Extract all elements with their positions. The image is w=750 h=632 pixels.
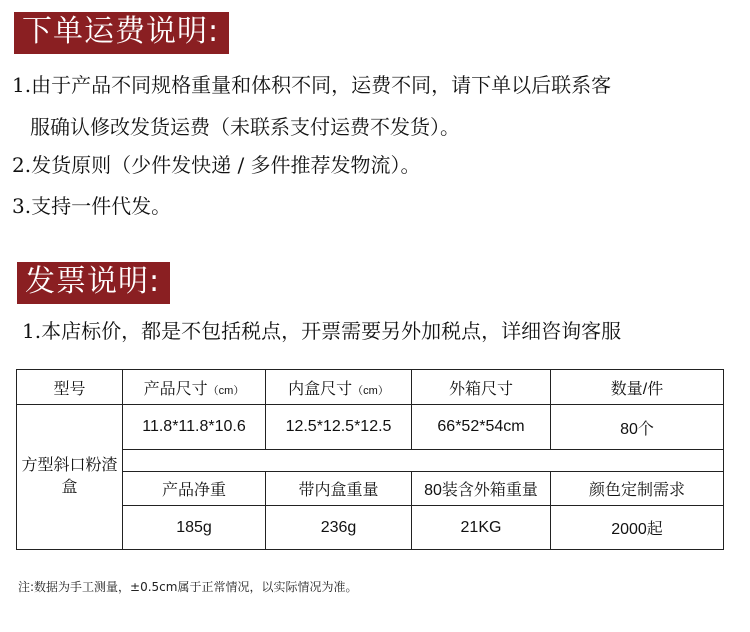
shipping-line-2: 服确认修改发货运费（未联系支付运费不发货）。 (30, 115, 460, 139)
spec-table (16, 369, 724, 550)
product-size-label: 产品尺寸 (143, 380, 208, 398)
inner-box-weight-value: 236g (266, 506, 412, 550)
product-size-header-cell (123, 370, 266, 405)
product-size-unit: （cm） (207, 384, 245, 397)
shipping-line-1: 1.由于产品不同规格重量和体积不同，运费不同，请下单以后联系客 (12, 73, 612, 97)
table-header-row-1 (17, 370, 724, 405)
inner-box-weight-header-cell: 带内盒重量 (266, 472, 412, 506)
table-header-row-2 (17, 472, 724, 506)
net-weight-value: 185g (123, 506, 266, 550)
outer-box-size-value: 66*52*54cm (412, 405, 551, 450)
outer-box-weight-value: 21KG (412, 506, 551, 550)
shipping-line-4: 3.支持一件代发。 (12, 194, 172, 218)
measurement-note: 注:数据为手工测量，±0.5cm属于正常情况，以实际情况为准。 (18, 580, 358, 594)
custom-color-header-cell: 颜色定制需求 (551, 472, 724, 506)
inner-box-size-value: 12.5*12.5*12.5 (266, 405, 412, 450)
model-header-cell: 型号 (17, 370, 123, 405)
inner-box-size-unit: （cm） (352, 384, 389, 397)
shipping-line-3: 2.发货原则（少件发快递 / 多件推荐发物流）。 (12, 153, 421, 177)
product-size-value: 11.8*11.8*10.6 (123, 405, 266, 450)
table-row-2 (17, 506, 724, 550)
spacer-cell (123, 450, 724, 472)
outer-box-weight-header-cell: 80装含外箱重量 (412, 472, 551, 506)
table-row-1 (17, 405, 724, 450)
quantity-header-cell: 数量/件 (551, 370, 724, 405)
inner-box-size-header-cell (266, 370, 412, 405)
model-name-cell: 方型斜口粉渣盒 (17, 405, 123, 550)
inner-box-size-label: 内盒尺寸 (288, 380, 353, 398)
quantity-value: 80个 (551, 405, 724, 450)
shipping-heading: 下单运费说明: (14, 12, 229, 54)
invoice-line-1: 1.本店标价，都是不包括税点，开票需要另外加税点，详细咨询客服 (22, 319, 622, 343)
net-weight-header-cell: 产品净重 (123, 472, 266, 506)
custom-color-value: 2000起 (551, 506, 724, 550)
outer-box-size-header-cell: 外箱尺寸 (412, 370, 551, 405)
table-spacer-row (17, 450, 724, 472)
invoice-heading: 发票说明: (17, 262, 170, 304)
